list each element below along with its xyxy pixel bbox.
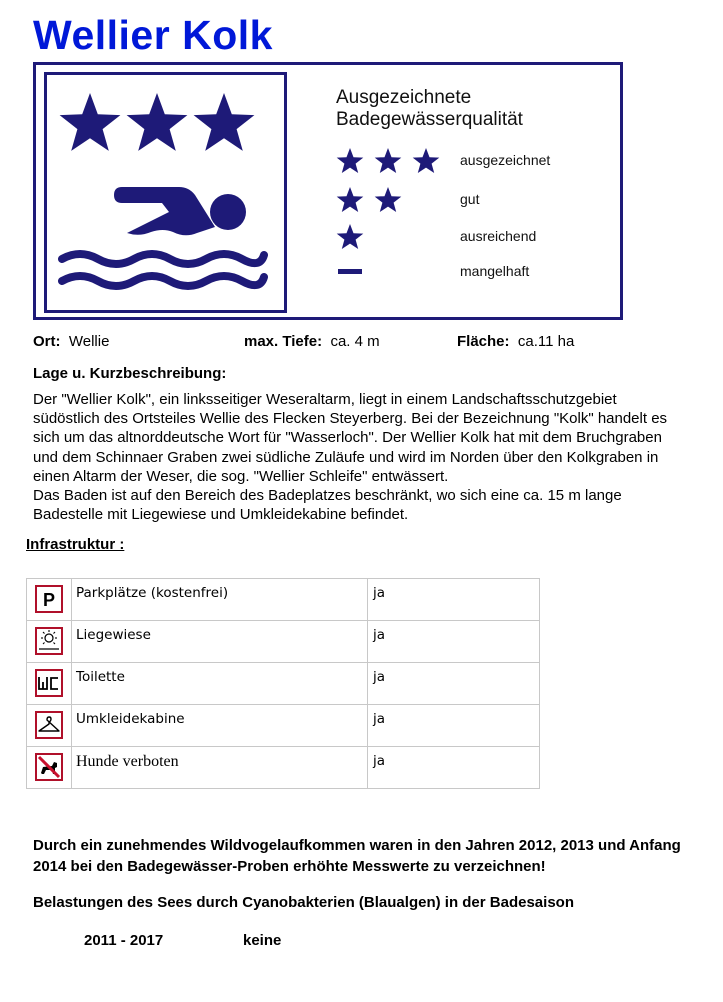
- page-title: Wellier Kolk: [33, 12, 273, 58]
- infra-name: Umkleidekabine: [72, 705, 368, 747]
- two-stars-icon: [336, 185, 446, 215]
- section-heading-location: Lage u. Kurzbeschreibung:: [33, 365, 227, 382]
- three-stars-icon: [60, 93, 255, 151]
- warning-text: Durch ein zunehmendes Wildvogelaufkommen waren in den Jahren 2012, 2013 und Anfang 2014 bei den Badegewässer-Proben erhöhte Messwerte zu verzeichnen!: [33, 837, 681, 875]
- legend-label: mangelhaft: [460, 263, 530, 279]
- one-star-icon: [336, 222, 446, 252]
- table-row: [27, 579, 540, 621]
- waves-icon: [62, 254, 264, 286]
- legend-label: ausgezeichnet: [460, 152, 551, 168]
- hanger-icon: [35, 711, 63, 739]
- infra-name: Liegewiese: [72, 621, 368, 663]
- infrastructure-table: [26, 578, 540, 789]
- legend-label: gut: [460, 191, 480, 207]
- dash-icon: [336, 257, 446, 287]
- area-info: Fläche: ca.11 ha: [457, 333, 575, 350]
- legend-row-sufficient: [336, 222, 537, 252]
- infra-value: ja: [368, 663, 540, 705]
- infra-value: ja: [368, 621, 540, 663]
- depth-info: max. Tiefe: ca. 4 m: [244, 333, 380, 350]
- infra-value: ja: [368, 747, 540, 789]
- infra-name: Parkplätze (kostenfrei): [72, 579, 368, 621]
- sun-icon: [35, 627, 63, 655]
- three-stars-icon: [336, 146, 446, 176]
- no-dogs-icon: [35, 753, 63, 781]
- parking-icon: [35, 585, 63, 613]
- swimmer-sign: [44, 72, 287, 313]
- legend-row-good: [336, 185, 480, 215]
- table-row: [27, 621, 540, 663]
- quality-title: Ausgezeichnete Badegewässerqualität: [336, 87, 523, 130]
- svg-text:P: P: [42, 590, 56, 610]
- swimmer-icon: [114, 187, 246, 235]
- location-info: Ort: Wellie: [33, 333, 110, 350]
- table-row: [27, 705, 540, 747]
- legend-row-poor: [336, 257, 530, 287]
- infra-name: Hunde verboten: [72, 747, 368, 789]
- section-heading-infrastructure: Infrastruktur :: [26, 536, 125, 553]
- cyano-heading: Belastungen des Sees durch Cyanobakterien (Blaualgen) in der Badesaison: [33, 894, 574, 911]
- infra-name: Toilette: [72, 663, 368, 705]
- legend-label: ausreichend: [460, 228, 537, 244]
- cyano-value: keine: [243, 932, 282, 949]
- infra-value: ja: [368, 705, 540, 747]
- wc-icon: [35, 669, 63, 697]
- table-row: [27, 663, 540, 705]
- table-row: [27, 747, 540, 789]
- description-text: Der "Wellier Kolk", ein linksseitiger Weseraltarm, liegt in einem Landschaftsschutzgebiet südöstlich des Ortsteiles Wellie des Flecken Steyerberg. Bei der Bezeichnung "Kolk" handelt es sich um das altnorddeutsche Wort für "Wasserloch". Der Wellier Kolk hat mit dem Bruchgraben und dem Schinnaer Graben zwei südliche Zuläufe und wird im Norden über den Kolkgraben in einen Altarm der Weser, die sog. "Wellier Schleife" entwässert. Das Baden ist auf den Bereich des Badeplatzes beschränkt, wo sich eine ca. 15 m lange Badestelle mit Liegewiese und Umkleidekabine befindet.: [33, 391, 668, 524]
- infra-value: ja: [368, 579, 540, 621]
- bathing-quality-logo: [33, 62, 623, 320]
- cyano-years: 2011 - 2017: [84, 932, 164, 949]
- legend-row-excellent: [336, 146, 551, 176]
